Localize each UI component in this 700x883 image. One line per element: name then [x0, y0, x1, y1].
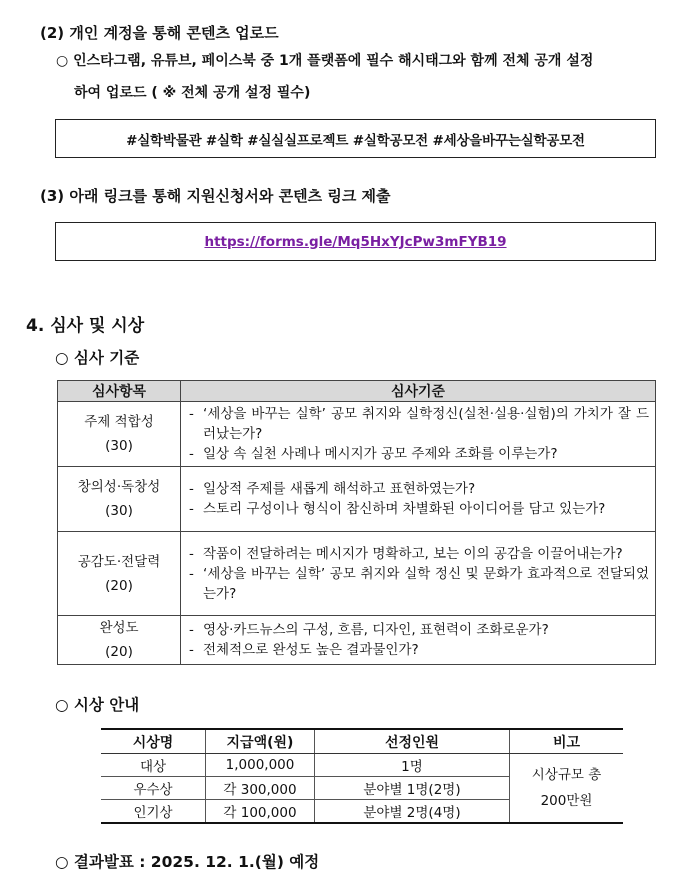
criteria-item-name: 공감도·전달력 — [77, 553, 161, 570]
criteria-row — [58, 616, 656, 665]
award-amount: 각 300,000 — [206, 777, 315, 800]
award-header-amount: 지급액(원) — [206, 729, 315, 754]
award-note-line2: 200만원 — [540, 793, 593, 809]
criteria-header-row — [58, 381, 656, 402]
criteria-item — [58, 467, 181, 532]
award-title: ○ 시상 안내 — [55, 696, 140, 714]
criteria-line: - 작품이 전달하려는 메시지가 명확하고, 보는 이의 공감을 이끌어내는가? — [189, 544, 649, 564]
award-row — [101, 754, 623, 777]
criteria-title: ○ 심사 기준 — [55, 349, 140, 367]
criteria-desc — [181, 467, 656, 532]
hashtag-box — [55, 119, 656, 158]
criteria-desc — [181, 402, 656, 467]
result-announcement: ○ 결과발표 : 2025. 12. 1.(월) 예정 — [55, 853, 320, 871]
criteria-line: - ‘세상을 바꾸는 실학’ 공모 취지와 실학정신(실천·실용·실험)의 가치가 잘 드러났는가? — [189, 404, 649, 444]
award-name: 대상 — [101, 754, 206, 777]
criteria-item-score: (20) — [105, 577, 133, 594]
award-header-note: 비고 — [510, 729, 624, 754]
award-count: 분야별 1명(2명) — [315, 777, 510, 800]
criteria-line: - 영상·카드뉴스의 구성, 흐름, 디자인, 표현력이 조화로운가? — [189, 620, 649, 640]
award-count: 분야별 2명(4명) — [315, 800, 510, 824]
award-amount: 1,000,000 — [206, 754, 315, 777]
award-header-name: 시상명 — [101, 729, 206, 754]
link-box — [55, 222, 656, 261]
criteria-desc — [181, 616, 656, 665]
upload-instruction-line1: ○ 인스타그램, 유튜브, 페이스북 중 1개 플랫폼에 필수 해시태그와 함께 전체 공개 설정 — [56, 53, 594, 69]
criteria-line: - 스토리 구성이나 형식이 참신하며 차별화된 아이디어를 담고 있는가? — [189, 499, 649, 519]
criteria-desc — [181, 532, 656, 616]
criteria-item-score: (30) — [105, 438, 133, 454]
upload-instruction-line2: 하여 업로드 ( ※ 전체 공개 설정 필수) — [74, 85, 311, 101]
criteria-line: - ‘세상을 바꾸는 실학’ 공모 취지와 실학 정신 및 문화가 효과적으로 전달되었는가? — [189, 564, 649, 604]
section-3-heading: (3) 아래 링크를 통해 지원신청서와 콘텐츠 링크 제출 — [40, 187, 391, 205]
award-note-line1: 시상규모 총 — [531, 767, 602, 783]
criteria-item-name: 완성도 — [99, 620, 139, 636]
hashtag-text: #실학박물관 #실학 #실실실프로젝트 #실학공모전 #세상을바꾸는실학공모전 — [126, 132, 585, 149]
criteria-item-name: 주제 적합성 — [84, 414, 154, 430]
criteria-row — [58, 467, 656, 532]
criteria-item-score: (20) — [105, 644, 133, 660]
criteria-line: - 일상 속 실천 사례나 메시지가 공모 주제와 조화를 이루는가? — [189, 444, 649, 464]
criteria-row — [58, 402, 656, 467]
criteria-line: - 일상적 주제를 새롭게 해석하고 표현하였는가? — [189, 479, 649, 499]
criteria-header-item: 심사항목 — [58, 381, 181, 402]
section-4-heading: 4. 심사 및 시상 — [26, 316, 145, 336]
criteria-item — [58, 402, 181, 467]
criteria-item-score: (30) — [105, 503, 133, 519]
application-form-link[interactable]: https://forms.gle/Mq5HxYJcPw3mFYB19 — [204, 233, 507, 250]
criteria-item-name: 창의성·독창성 — [77, 479, 161, 495]
award-header-count: 선정인원 — [315, 729, 510, 754]
criteria-item — [58, 616, 181, 665]
criteria-header-criteria: 심사기준 — [181, 381, 656, 402]
criteria-line: - 전체적으로 완성도 높은 결과물인가? — [189, 640, 649, 660]
criteria-table — [57, 380, 656, 665]
award-amount: 각 100,000 — [206, 800, 315, 824]
award-count: 1명 — [315, 754, 510, 777]
award-note — [510, 754, 624, 824]
award-name: 우수상 — [101, 777, 206, 800]
section-2-heading: (2) 개인 계정을 통해 콘텐츠 업로드 — [40, 24, 279, 42]
award-table — [101, 728, 623, 824]
criteria-row — [58, 532, 656, 616]
award-name: 인기상 — [101, 800, 206, 824]
criteria-item — [58, 532, 181, 616]
award-header-row — [101, 729, 623, 754]
